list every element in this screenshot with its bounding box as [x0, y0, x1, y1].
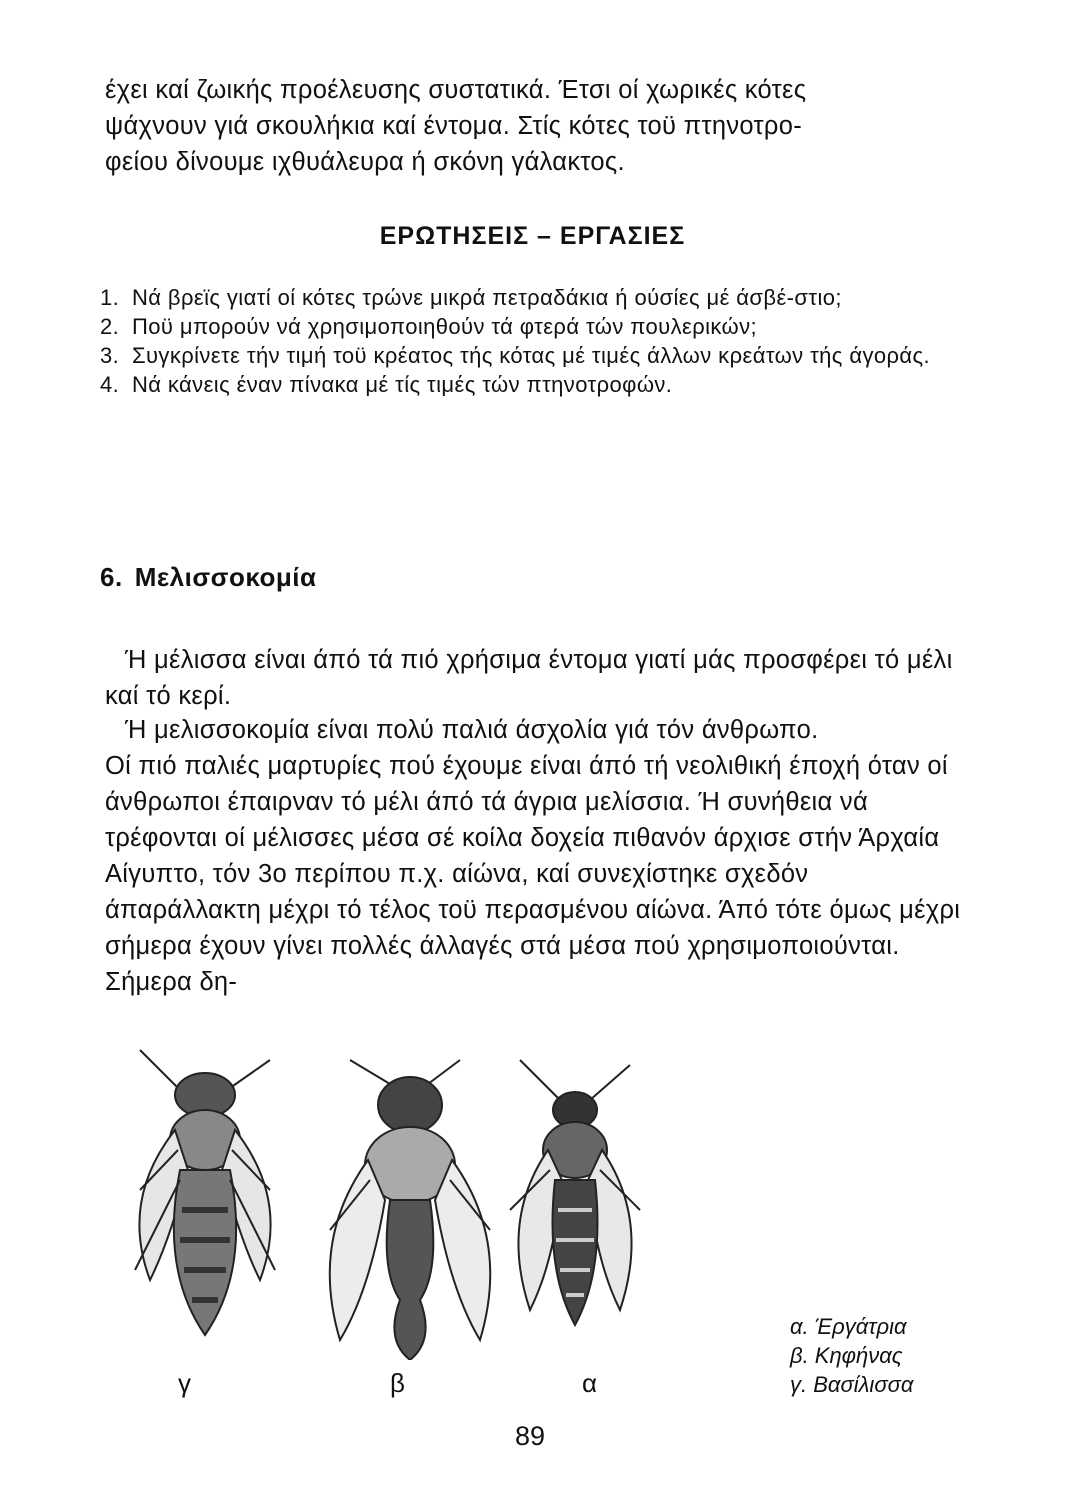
question-number: 3. — [100, 343, 120, 368]
queen-bee-drawing — [135, 1050, 275, 1335]
paragraph-2-first-line: Ή μελισσοκομία είναι πολύ παλιά άσχολία γιά τόν άνθρωπο. — [125, 716, 819, 744]
question-item — [100, 342, 970, 370]
intro-line: φείου δίνουμε ιχθυάλευρα ή σκόνη γάλακτος. — [105, 148, 625, 176]
question-number: 4. — [100, 372, 120, 397]
drone-bee-drawing — [330, 1060, 490, 1360]
questions-list — [100, 284, 970, 400]
worker-bee-drawing — [510, 1060, 640, 1325]
legend-item: γ. Βασίλισσα — [790, 1372, 914, 1397]
drone-label: β — [390, 1368, 405, 1398]
question-item — [100, 371, 970, 399]
section-paragraph-2 — [105, 712, 965, 1000]
section-paragraph-1: Ή μέλισσα είναι άπό τά πιό χρήσιμα έντομα γιατί μάς προσφέρει τό μέλι καί τό κερί. — [105, 646, 953, 710]
question-item — [100, 284, 970, 312]
question-text: Νά κάνεις έναν πίνακα μέ τίς τιμές τών πτηνοτροφών. — [132, 372, 673, 397]
bees-illustration — [100, 1040, 800, 1360]
section-title-text: Μελισσοκομία — [134, 562, 317, 592]
paragraph-2-rest: Οί πιό παλιές μαρτυρίες πού έχουμε είναι άπό τή νεολιθική έποχή όταν οί άνθρωποι έπαιρναν τό μέλι άπό τά άγρια μελίσσια. Ή συνήθεια νά τρέφονται οί μέλισσες μέσα σέ κοίλα δοχεία πιθανόν άρχισε στήν Άρχαία Αίγυπτο, τόν 3ο περίπου π.χ. αίώνα, καί συνεχίστηκε σχεδόν άπαράλλακτη μέχρι τό τέλος τοϋ περασμένου αίώνα. Άπό τότε όμως μέχρι σήμερα έχουν γίνει πολλές άλλαγές στά μέσα πού χρησιμοποιούνται. Σήμερα δη- — [105, 752, 961, 996]
queen-label: γ — [178, 1368, 191, 1398]
question-number: 2. — [100, 314, 120, 339]
question-text: Ποϋ μπορούν νά χρησιμοποιηθούν τά φτερά τών πουλερικών; — [132, 314, 758, 339]
question-number: 1. — [100, 285, 120, 310]
question-text: Συγκρίνετε τήν τιμή τοϋ κρέατος τής κότας μέ τιμές άλλων κρεάτων τής άγοράς. — [132, 343, 931, 368]
question-item — [100, 313, 970, 341]
intro-line: ψάχνουν γιά σκουλήκια καί έντομα. Στίς κότες τοϋ πτηνοτρο- — [105, 112, 803, 140]
legend-item: β. Κηφήνας — [790, 1343, 903, 1368]
questions-heading: ΕΡΩΤΗΣΕΙΣ – ΕΡΓΑΣΙΕΣ — [379, 222, 686, 250]
worker-label: α — [582, 1368, 598, 1398]
legend-item: α. Έργάτρια — [790, 1314, 907, 1339]
figure-legend — [790, 1312, 913, 1399]
question-text: Νά βρεϊς γιατί οί κότες τρώνε μικρά πετραδάκια ή ούσίες μέ άσβέ-στιο; — [132, 285, 842, 310]
page-number: 89 — [514, 1421, 546, 1451]
section-title — [100, 562, 316, 593]
intro-paragraph — [105, 72, 965, 180]
section-number: 6. — [100, 562, 123, 592]
intro-line: έχει καί ζωικής προέλευσης συστατικά. Έτσι οί χωρικές κότες — [105, 76, 807, 104]
